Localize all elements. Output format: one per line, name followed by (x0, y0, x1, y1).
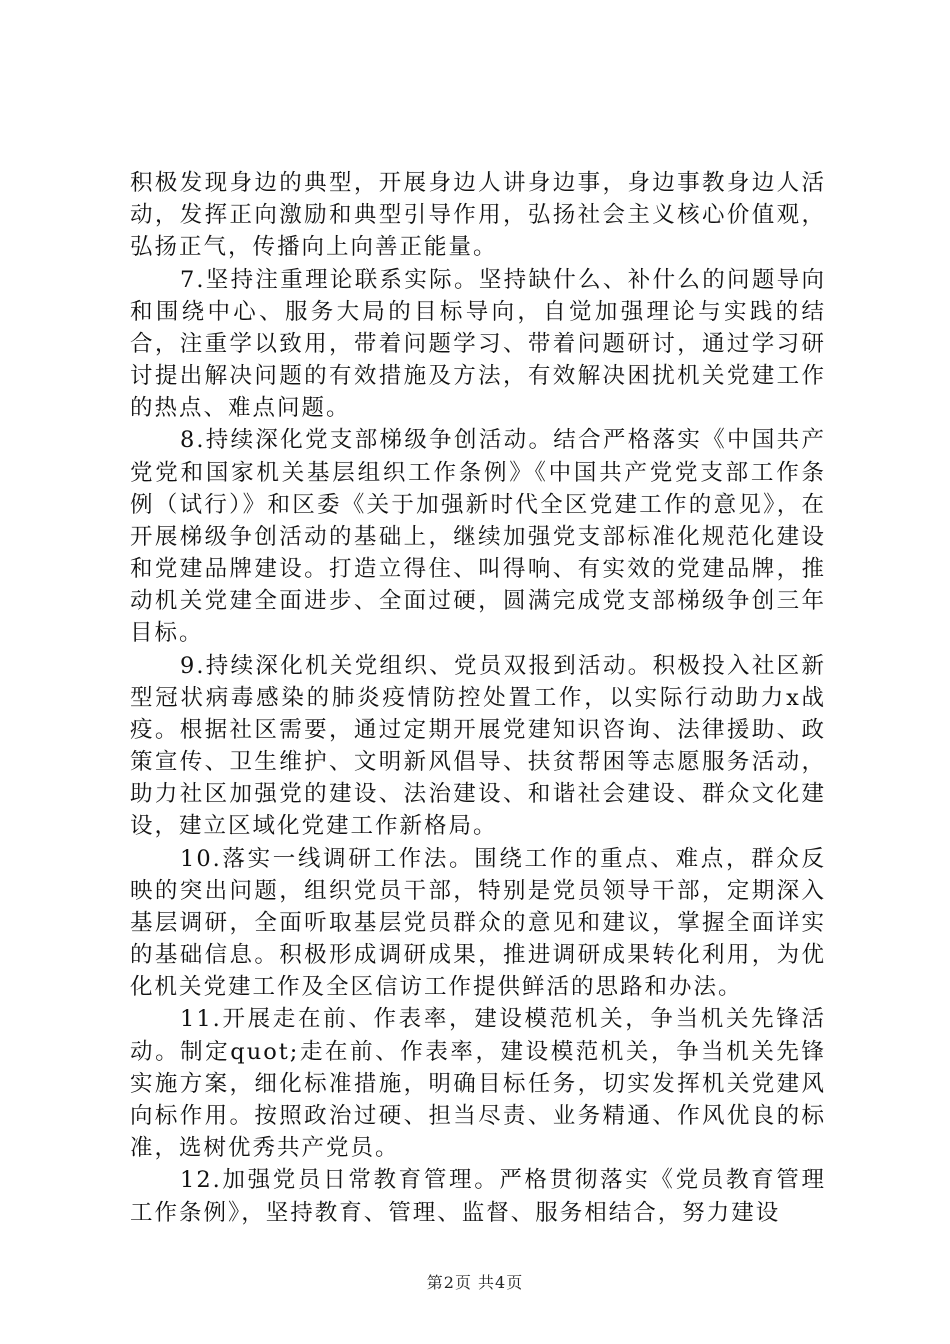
paragraph-7: 12.加强党员日常教育管理。严格贯彻落实《党员教育管理工作条例》，坚持教育、管理、监督、服务相结合，努力建设 (130, 1167, 826, 1226)
page-number-footer: 第2页 共4页 (426, 1273, 524, 1292)
paragraph-5: 10.落实一线调研工作法。围绕工作的重点、难点，群众反映的突出问题，组织党员干部，特别是党员领导干部，定期深入基层调研，全面听取基层党员群众的意见和建议，掌握全面详实的基础信息。积极形成调研成果，推进调研成果转化利用，为优化机关党建工作及全区信访工作提供鲜活的思路和办法。 (130, 845, 826, 1001)
paragraph-1: 积极发现身边的典型，开展身边人讲身边事，身边事教身边人活动，发挥正向激励和典型引导作用，弘扬社会主义核心价值观，弘扬正气，传播向上向善正能量。 (130, 170, 826, 261)
paragraph-2: 7.坚持注重理论联系实际。坚持缺什么、补什么的问题导向和围绕中心、服务大局的目标导向，自觉加强理论与实践的结合，注重学以致用，带着问题学习、带着问题研讨，通过学习研讨提出解决问题的有效措施及方法，有效解决困扰机关党建工作的热点、难点问题。 (130, 266, 826, 422)
document-body (130, 167, 826, 1229)
paragraph-6: 11.开展走在前、作表率，建设模范机关，争当机关先锋活动。制定quot;走在前、作表率，建设模范机关，争当机关先锋实施方案，细化标准措施，明确目标任务，切实发挥机关党建风向标作用。按照政治过硬、担当尽责、业务精通、作风优良的标准，选树优秀共产党员。 (130, 1006, 826, 1162)
paragraph-4: 9.持续深化机关党组织、党员双报到活动。积极投入社区新型冠状病毒感染的肺炎疫情防控处置工作，以实际行动助力x战疫。根据社区需要，通过定期开展党建知识咨询、法律援助、政策宣传、卫生维护、文明新风倡导、扶贫帮困等志愿服务活动，助力社区加强党的建设、法治建设、和谐社会建设、群众文化建设，建立区域化党建工作新格局。 (130, 652, 826, 840)
paragraph-3: 8.持续深化党支部梯级争创活动。结合严格落实《中国共产党党和国家机关基层组织工作条例》《中国共产党党支部工作条例（试行）》和区委《关于加强新时代全区党建工作的意见》，在开展梯级争创活动的基础上，继续加强党支部标准化规范化建设和党建品牌建设。打造立得住、叫得响、有实效的党建品牌，推动机关党建全面进步、全面过硬，圆满完成党支部梯级争创三年目标。 (130, 427, 826, 647)
